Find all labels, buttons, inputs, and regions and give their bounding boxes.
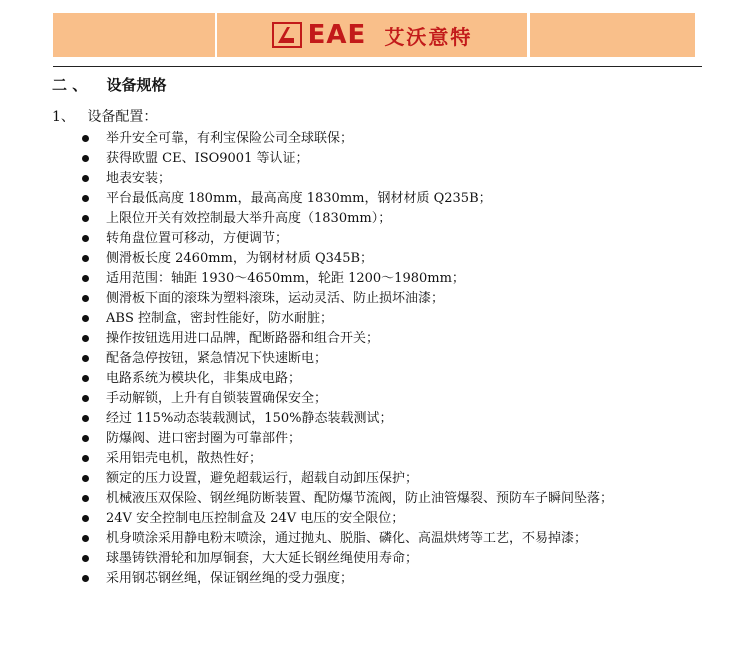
- bullet-icon: [82, 415, 89, 422]
- list-item: 上限位开关有效控制最大举升高度（1830mm）；: [82, 209, 702, 229]
- list-item: 操作按钮选用进口品牌，配断路器和组合开关；: [82, 329, 702, 349]
- list-item: 采用铝壳电机，散热性好；: [82, 449, 702, 469]
- bullet-icon: [82, 495, 89, 502]
- list-item: 球墨铸铁滑轮和加厚铜套，大大延长钢丝绳使用寿命；: [82, 549, 702, 569]
- list-item: 防爆阀、进口密封圈为可靠部件；: [82, 429, 702, 449]
- list-item: 获得欧盟 CE、ISO9001 等认证；: [82, 149, 702, 169]
- list-item: 经过 115%动态装载测试，150%静态装载测试；: [82, 409, 702, 429]
- list-item: 转角盘位置可移动，方便调节；: [82, 229, 702, 249]
- bullet-icon: [82, 195, 89, 202]
- list-item: 适用范围：轴距 1930～4650mm，轮距 1200～1980mm；: [82, 269, 702, 289]
- list-item: 手动解锁，上升有自锁装置确保安全；: [82, 389, 702, 409]
- bullet-icon: [82, 135, 89, 142]
- list-item: 侧滑板长度 2460mm，为钢材材质 Q345B；: [82, 249, 702, 269]
- bullet-icon: [82, 555, 89, 562]
- bullet-icon: [82, 235, 89, 242]
- list-item: 采用钢芯钢丝绳，保证钢丝绳的受力强度；: [82, 569, 702, 589]
- bullet-icon: [82, 455, 89, 462]
- header-divider: [53, 66, 702, 67]
- bullet-icon: [82, 315, 89, 322]
- list-item: ABS 控制盒，密封性能好，防水耐脏；: [82, 309, 702, 329]
- bullet-icon: [82, 215, 89, 222]
- section-heading: [52, 74, 166, 95]
- logo-latin-text: EAE: [307, 20, 367, 50]
- list-item: 电路系统为模块化，非集成电路；: [82, 369, 702, 389]
- bullet-icon: [82, 475, 89, 482]
- bullet-icon: [82, 275, 89, 282]
- list-item: 机械液压双保险、钢丝绳防断装置、配防爆节流阀，防止油管爆裂、预防车子瞬间坠落；: [82, 489, 702, 509]
- bullet-icon: [82, 435, 89, 442]
- list-item: 侧滑板下面的滚珠为塑料滚珠，运动灵活、防止损坏油漆；: [82, 289, 702, 309]
- bullet-icon: [82, 255, 89, 262]
- logo-mark-icon: [272, 22, 302, 48]
- banner-logo-block: [217, 13, 527, 57]
- subsection-number: 1、: [52, 109, 75, 125]
- company-logo: [272, 20, 473, 50]
- subsection-heading: [52, 106, 157, 126]
- banner-right-block: [530, 13, 695, 57]
- bullet-icon: [82, 335, 89, 342]
- bullet-icon: [82, 295, 89, 302]
- header-banner: [53, 13, 695, 57]
- list-item: 24V 安全控制电压控制盒及 24V 电压的安全限位；: [82, 509, 702, 529]
- list-item: 机身喷涂采用静电粉末喷涂，通过抛丸、脱脂、磷化、高温烘烤等工艺，不易掉漆；: [82, 529, 702, 549]
- bullet-icon: [82, 355, 89, 362]
- config-list: [82, 129, 702, 589]
- bullet-icon: [82, 155, 89, 162]
- list-item: 额定的压力设置，避免超载运行，超载自动卸压保护；: [82, 469, 702, 489]
- list-item: 举升安全可靠，有利宝保险公司全球联保；: [82, 129, 702, 149]
- subsection-title: 设备配置：: [87, 109, 158, 125]
- bullet-icon: [82, 575, 89, 582]
- bullet-icon: [82, 395, 89, 402]
- bullet-icon: [82, 375, 89, 382]
- section-number: 二 、: [52, 76, 88, 94]
- banner-left-block: [53, 13, 215, 57]
- bullet-icon: [82, 535, 89, 542]
- list-item: 平台最低高度 180mm，最高高度 1830mm，钢材材质 Q235B；: [82, 189, 702, 209]
- logo-chinese-text: 艾沃意特: [384, 24, 473, 49]
- section-title: 设备规格: [106, 76, 167, 94]
- bullet-icon: [82, 175, 89, 182]
- bullet-icon: [82, 515, 89, 522]
- list-item: 地表安装；: [82, 169, 702, 189]
- list-item: 配备急停按钮，紧急情况下快速断电；: [82, 349, 702, 369]
